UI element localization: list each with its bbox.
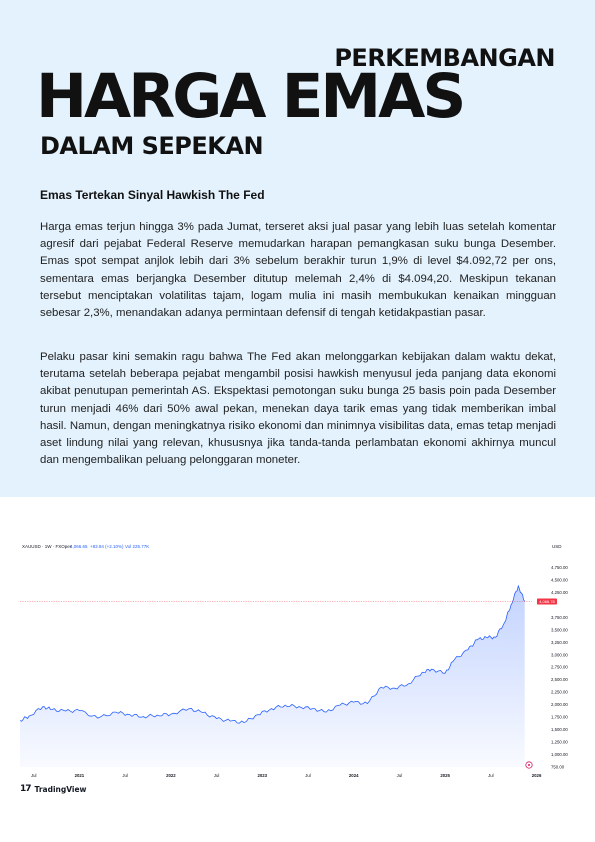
article-paragraph-1: Harga emas terjun hingga 3% pada Jumat, terseret aksi jual pasar yang lebih luas setelah komentar agresif dari pejabat Federal Reserve memudarkan harapan pemangkasan suku bunga Desember. Emas spot sempat anjlok lebih dari 3% sebelum berakhir turun 1,9% di level $4.092,72 per ons, sementara emas berjangka Desember ditutup melemah 2,4% di $4.094,20. Meskipun tekanan tersebut menciptakan volatilitas tajam, logam mulia ini masih membukukan kenaikan mingguan sebesar 2,3%, menandakan adanya permintaan defensif di tengah ketidakpastian pasar. [40, 221, 556, 320]
y-tick-label: 1,000.00 [551, 752, 568, 758]
x-tick-label: Jul [488, 773, 494, 778]
article-paragraph-2: Pelaku pasar kini semakin ragu bahwa The Fed akan melonggarkan kebijakan dalam waktu dekat, terutama setelah beberapa pejabat mengambil posisi hawkish menyusul jeda panjang data ekonomi akibat penutupan pemerintah AS. Ekspektasi pemotongan suku bunga 25 basis poin pada Desember turun menjadi 46% dari 50% awal pekan, menekan daya tarik emas yang tidak memberikan imbal hasil. Namun, dengan meningkatnya risiko ekonomi dan minimnya visibilitas data, emas tetap menjadi aset lindung nilai yang relevan, khususnya jika tanda-tanda perlambatan ekonomi akhirnya muncul dan mengembalikan peluang pelonggaran moneter. [40, 351, 556, 467]
last-price-label: 4,066.78 [539, 599, 555, 605]
tradingview-logo [20, 784, 87, 794]
x-tick-label: 2021 [74, 773, 85, 778]
x-tick-label: 2026 [531, 773, 542, 778]
chart-volume: Vol 225.77K [125, 544, 150, 549]
y-tick-label: 4,750.00 [551, 564, 568, 570]
y-tick-label: 750.00 [551, 764, 565, 770]
chart-header [22, 544, 562, 549]
plot-area [20, 586, 525, 767]
title-line-2: HARGA EMAS [36, 61, 464, 132]
y-tick-label: 4,500.00 [551, 577, 568, 583]
tradingview-mark-icon: 17 [20, 784, 31, 794]
chart-price: 4,066.65 [70, 544, 88, 549]
tradingview-text: TradingView [34, 784, 87, 794]
y-tick-label: 1,250.00 [551, 739, 568, 745]
y-tick-label: 2,500.00 [551, 677, 568, 683]
x-tick-label: Jul [396, 773, 403, 778]
y-tick-label: 3,000.00 [551, 652, 568, 658]
y-tick-label: 3,750.00 [551, 614, 568, 620]
y-tick-label: 2,000.00 [551, 702, 568, 708]
x-tick-label: Jul [30, 773, 37, 778]
x-tick-label: Jul [305, 773, 311, 778]
x-tick-label: 2023 [257, 773, 268, 778]
x-tick-label: 2024 [348, 773, 359, 778]
x-tick-label: 2025 [440, 773, 450, 778]
y-tick-label: 2,750.00 [551, 664, 568, 670]
y-tick-label: 1,750.00 [551, 714, 568, 720]
y-tick-label: 3,250.00 [551, 639, 568, 645]
price-area [20, 586, 525, 767]
goto-realtime-icon[interactable] [526, 762, 532, 768]
x-tick-label: 2022 [166, 773, 176, 778]
x-tick-label: Jul [122, 773, 128, 778]
chart-symbol: XAUUSD · 1W · FXOpen [22, 544, 73, 549]
x-tick-label: Jul [213, 773, 220, 778]
gold-price-chart [0, 533, 595, 795]
y-tick-label: 4,250.00 [551, 589, 568, 595]
last-price-marker [20, 599, 557, 605]
y-axis [551, 565, 568, 770]
x-axis [31, 773, 542, 778]
y-tick-label: 2,250.00 [551, 689, 568, 695]
article-subtitle: Emas Tertekan Sinyal Hawkish The Fed [40, 188, 265, 202]
chart-change: +83.94 (+2.10%) [90, 544, 124, 549]
y-tick-label: 3,500.00 [551, 627, 568, 633]
chart-currency: USD [552, 544, 562, 549]
y-tick-label: 1,500.00 [551, 727, 568, 733]
title-line-3: DALAM SEPEKAN [40, 132, 264, 160]
title-line-1: PERKEMBANGAN [334, 44, 555, 72]
